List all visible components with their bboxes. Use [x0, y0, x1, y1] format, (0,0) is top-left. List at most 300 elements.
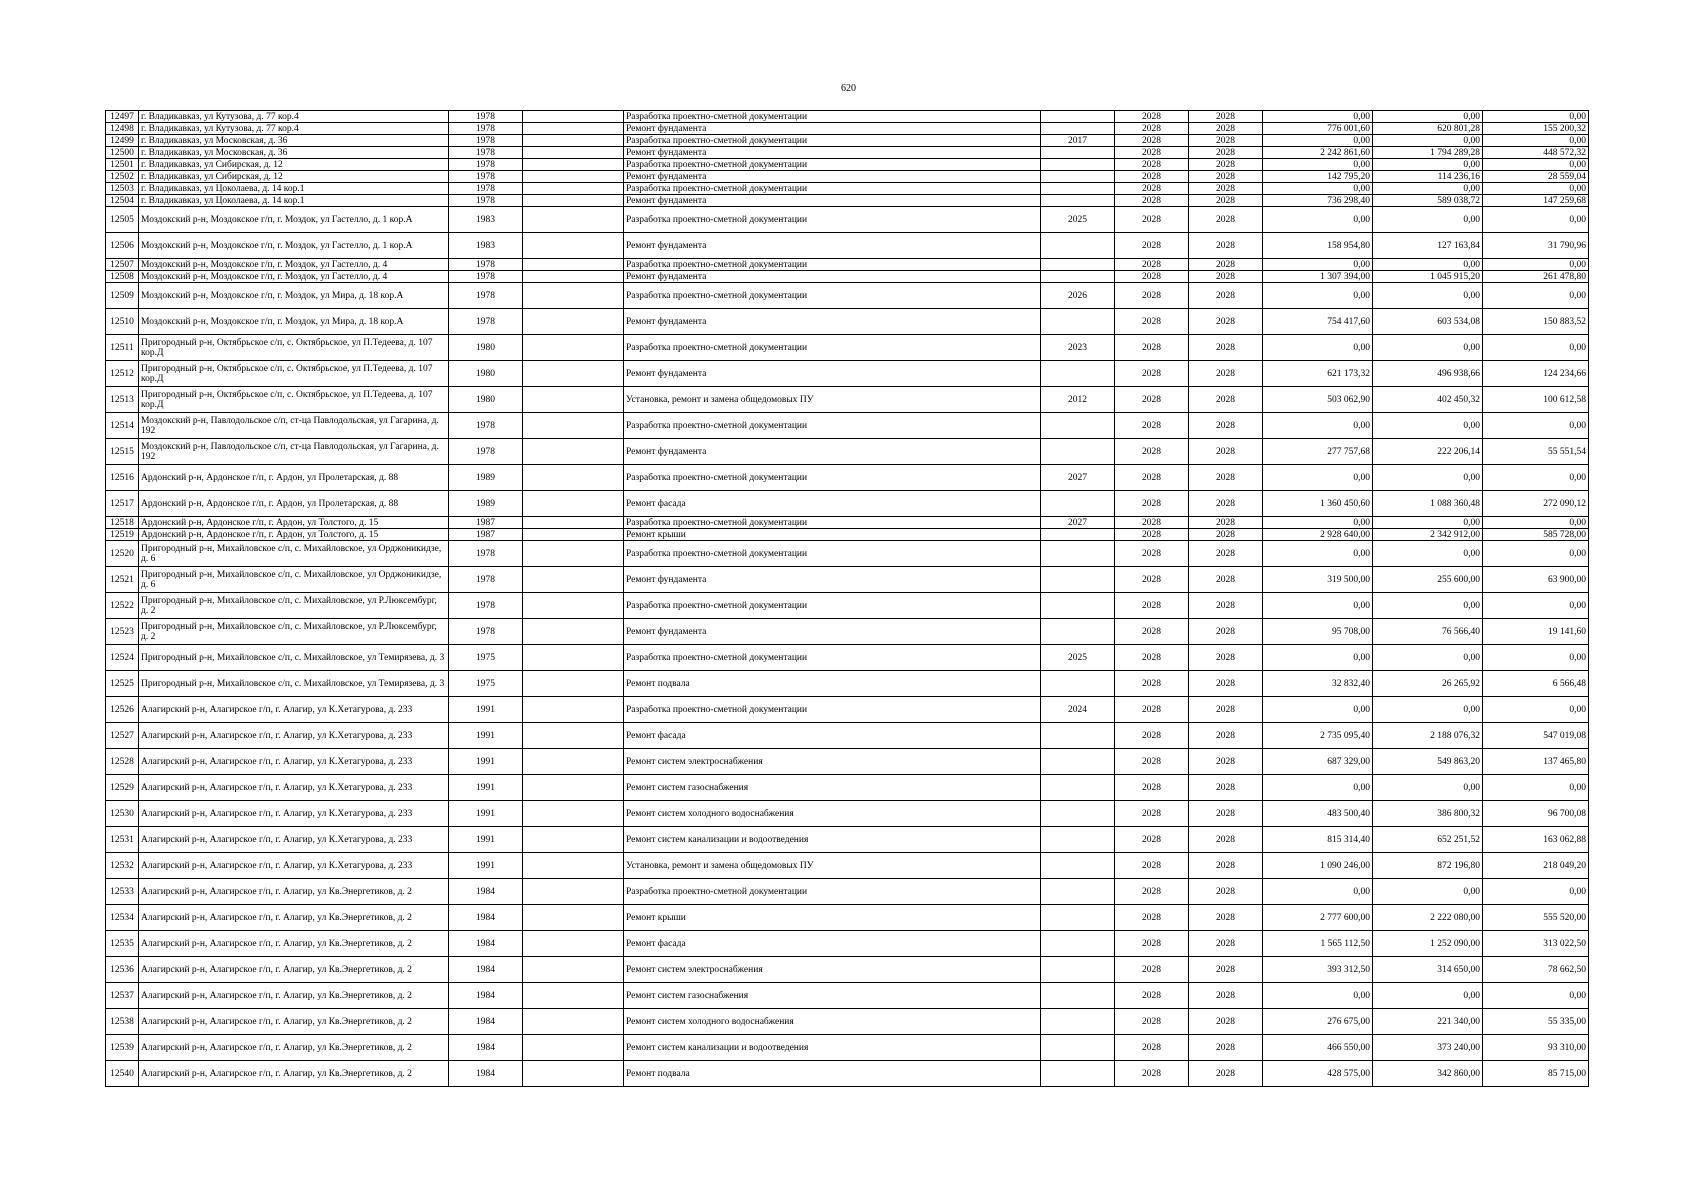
address-cell: Ардонский р-н, Ардонское г/п, г. Ардон, ул Пролетарская, д. 88: [139, 491, 449, 517]
plan-start-year-cell: 2028: [1115, 183, 1189, 195]
last-repair-year-cell: [1041, 593, 1115, 619]
other-cost-cell: 0,00: [1483, 983, 1589, 1009]
plan-start-year-cell: 2028: [1115, 931, 1189, 957]
plan-start-year-cell: 2028: [1115, 283, 1189, 309]
plan-end-year-cell: 2028: [1189, 439, 1263, 465]
row-number: 12507: [106, 259, 139, 271]
row-number: 12529: [106, 775, 139, 801]
other-cost-cell: 0,00: [1483, 283, 1589, 309]
build-year-cell: 1987: [449, 517, 523, 529]
empty-cell: [523, 749, 624, 775]
empty-cell: [523, 465, 624, 491]
fund-cost-cell: 0,00: [1373, 135, 1483, 147]
work-type-cell: Ремонт систем газоснабжения: [624, 983, 1041, 1009]
empty-cell: [523, 567, 624, 593]
work-type-cell: Ремонт подвала: [624, 1061, 1041, 1087]
other-cost-cell: 261 478,80: [1483, 271, 1589, 283]
other-cost-cell: 0,00: [1483, 259, 1589, 271]
last-repair-year-cell: [1041, 1035, 1115, 1061]
build-year-cell: 1984: [449, 1061, 523, 1087]
build-year-cell: 1975: [449, 671, 523, 697]
row-number: 12514: [106, 413, 139, 439]
other-cost-cell: 55 335,00: [1483, 1009, 1589, 1035]
plan-end-year-cell: 2028: [1189, 465, 1263, 491]
build-year-cell: 1975: [449, 645, 523, 671]
total-cost-cell: 483 500,40: [1263, 801, 1373, 827]
plan-start-year-cell: 2028: [1115, 827, 1189, 853]
address-cell: Алагирский р-н, Алагирское г/п, г. Алагир, ул Кв.Энергетиков, д. 2: [139, 1061, 449, 1087]
fund-cost-cell: 0,00: [1373, 593, 1483, 619]
row-number: 12525: [106, 671, 139, 697]
plan-start-year-cell: 2028: [1115, 645, 1189, 671]
table-row: [106, 135, 1589, 147]
address-cell: Моздокский р-н, Павлодольское с/п, ст-ца Павлодольская, ул Гагарина, д. 192: [139, 413, 449, 439]
total-cost-cell: 466 550,00: [1263, 1035, 1373, 1061]
address-cell: Ардонский р-н, Ардонское г/п, г. Ардон, ул Пролетарская, д. 88: [139, 465, 449, 491]
plan-end-year-cell: 2028: [1189, 1035, 1263, 1061]
table-row: [106, 335, 1589, 361]
work-type-cell: Разработка проектно-сметной документации: [624, 335, 1041, 361]
plan-start-year-cell: 2028: [1115, 195, 1189, 207]
fund-cost-cell: 1 045 915,20: [1373, 271, 1483, 283]
row-number: 12524: [106, 645, 139, 671]
build-year-cell: 1978: [449, 619, 523, 645]
table-row: [106, 259, 1589, 271]
build-year-cell: 1978: [449, 183, 523, 195]
plan-start-year-cell: 2028: [1115, 983, 1189, 1009]
total-cost-cell: 32 832,40: [1263, 671, 1373, 697]
row-number: 12532: [106, 853, 139, 879]
row-number: 12499: [106, 135, 139, 147]
fund-cost-cell: 0,00: [1373, 259, 1483, 271]
other-cost-cell: 100 612,58: [1483, 387, 1589, 413]
other-cost-cell: 0,00: [1483, 517, 1589, 529]
work-type-cell: Установка, ремонт и замена общедомовых ПУ: [624, 853, 1041, 879]
work-type-cell: Ремонт крыши: [624, 529, 1041, 541]
total-cost-cell: 687 329,00: [1263, 749, 1373, 775]
capital-repair-table: [105, 110, 1589, 1087]
address-cell: г. Владикавказ, ул Кутузова, д. 77 кор.4: [139, 111, 449, 123]
build-year-cell: 1978: [449, 439, 523, 465]
plan-start-year-cell: 2028: [1115, 1035, 1189, 1061]
empty-cell: [523, 271, 624, 283]
total-cost-cell: 776 001,60: [1263, 123, 1373, 135]
total-cost-cell: 1 565 112,50: [1263, 931, 1373, 957]
last-repair-year-cell: [1041, 147, 1115, 159]
build-year-cell: 1980: [449, 335, 523, 361]
plan-end-year-cell: 2028: [1189, 195, 1263, 207]
last-repair-year-cell: 2012: [1041, 387, 1115, 413]
row-number: 12513: [106, 387, 139, 413]
row-number: 12517: [106, 491, 139, 517]
fund-cost-cell: 652 251,52: [1373, 827, 1483, 853]
row-number: 12527: [106, 723, 139, 749]
work-type-cell: Ремонт фундамента: [624, 233, 1041, 259]
table-row: [106, 957, 1589, 983]
build-year-cell: 1978: [449, 159, 523, 171]
last-repair-year-cell: [1041, 529, 1115, 541]
other-cost-cell: 28 559,04: [1483, 171, 1589, 183]
plan-end-year-cell: 2028: [1189, 879, 1263, 905]
other-cost-cell: 31 790,96: [1483, 233, 1589, 259]
fund-cost-cell: 314 650,00: [1373, 957, 1483, 983]
build-year-cell: 1978: [449, 271, 523, 283]
empty-cell: [523, 387, 624, 413]
other-cost-cell: 0,00: [1483, 879, 1589, 905]
work-type-cell: Ремонт систем электроснабжения: [624, 957, 1041, 983]
other-cost-cell: 0,00: [1483, 593, 1589, 619]
address-cell: Алагирский р-н, Алагирское г/п, г. Алагир, ул Кв.Энергетиков, д. 2: [139, 879, 449, 905]
fund-cost-cell: 496 938,66: [1373, 361, 1483, 387]
address-cell: Алагирский р-н, Алагирское г/п, г. Алагир, ул К.Хетагурова, д. 233: [139, 749, 449, 775]
total-cost-cell: 503 062,90: [1263, 387, 1373, 413]
total-cost-cell: 95 708,00: [1263, 619, 1373, 645]
last-repair-year-cell: [1041, 183, 1115, 195]
address-cell: Ардонский р-н, Ардонское г/п, г. Ардон, ул Толстого, д. 15: [139, 517, 449, 529]
table-row: [106, 905, 1589, 931]
fund-cost-cell: 26 265,92: [1373, 671, 1483, 697]
address-cell: Алагирский р-н, Алагирское г/п, г. Алагир, ул К.Хетагурова, д. 233: [139, 723, 449, 749]
table-row: [106, 207, 1589, 233]
last-repair-year-cell: [1041, 159, 1115, 171]
total-cost-cell: 0,00: [1263, 775, 1373, 801]
table-row: [106, 749, 1589, 775]
plan-end-year-cell: 2028: [1189, 111, 1263, 123]
address-cell: Алагирский р-н, Алагирское г/п, г. Алагир, ул Кв.Энергетиков, д. 2: [139, 1035, 449, 1061]
address-cell: Пригородный р-н, Октябрьское с/п, с. Октябрьское, ул П.Тедеева, д. 107 кор.Д: [139, 361, 449, 387]
plan-start-year-cell: 2028: [1115, 147, 1189, 159]
plan-end-year-cell: 2028: [1189, 283, 1263, 309]
fund-cost-cell: 342 860,00: [1373, 1061, 1483, 1087]
row-number: 12540: [106, 1061, 139, 1087]
build-year-cell: 1980: [449, 387, 523, 413]
fund-cost-cell: 0,00: [1373, 983, 1483, 1009]
work-type-cell: Ремонт подвала: [624, 671, 1041, 697]
row-number: 12528: [106, 749, 139, 775]
build-year-cell: 1991: [449, 749, 523, 775]
total-cost-cell: 0,00: [1263, 413, 1373, 439]
plan-end-year-cell: 2028: [1189, 853, 1263, 879]
work-type-cell: Ремонт фундамента: [624, 147, 1041, 159]
build-year-cell: 1983: [449, 207, 523, 233]
build-year-cell: 1984: [449, 983, 523, 1009]
plan-start-year-cell: 2028: [1115, 697, 1189, 723]
table-row: [106, 801, 1589, 827]
fund-cost-cell: 0,00: [1373, 183, 1483, 195]
address-cell: Алагирский р-н, Алагирское г/п, г. Алагир, ул Кв.Энергетиков, д. 2: [139, 931, 449, 957]
empty-cell: [523, 233, 624, 259]
address-cell: Пригородный р-н, Михайловское с/п, с. Михайловское, ул Темирязева, д. 3: [139, 671, 449, 697]
work-type-cell: Разработка проектно-сметной документации: [624, 517, 1041, 529]
address-cell: Пригородный р-н, Михайловское с/п, с. Михайловское, ул Р.Люксембург, д. 2: [139, 593, 449, 619]
last-repair-year-cell: 2017: [1041, 135, 1115, 147]
build-year-cell: 1984: [449, 905, 523, 931]
fund-cost-cell: 589 038,72: [1373, 195, 1483, 207]
last-repair-year-cell: [1041, 853, 1115, 879]
plan-end-year-cell: 2028: [1189, 361, 1263, 387]
last-repair-year-cell: 2027: [1041, 465, 1115, 491]
address-cell: Моздокский р-н, Моздокское г/п, г. Моздок, ул Мира, д. 18 кор.А: [139, 309, 449, 335]
fund-cost-cell: 0,00: [1373, 335, 1483, 361]
total-cost-cell: 0,00: [1263, 593, 1373, 619]
plan-end-year-cell: 2028: [1189, 171, 1263, 183]
work-type-cell: Ремонт систем электроснабжения: [624, 749, 1041, 775]
table-row: [106, 465, 1589, 491]
build-year-cell: 1984: [449, 1009, 523, 1035]
empty-cell: [523, 491, 624, 517]
address-cell: Алагирский р-н, Алагирское г/п, г. Алагир, ул К.Хетагурова, д. 233: [139, 775, 449, 801]
empty-cell: [523, 619, 624, 645]
build-year-cell: 1978: [449, 111, 523, 123]
build-year-cell: 1978: [449, 541, 523, 567]
fund-cost-cell: 0,00: [1373, 413, 1483, 439]
last-repair-year-cell: [1041, 195, 1115, 207]
row-number: 12539: [106, 1035, 139, 1061]
row-number: 12521: [106, 567, 139, 593]
last-repair-year-cell: [1041, 123, 1115, 135]
table-row: [106, 413, 1589, 439]
other-cost-cell: 0,00: [1483, 465, 1589, 491]
plan-end-year-cell: 2028: [1189, 775, 1263, 801]
plan-end-year-cell: 2028: [1189, 517, 1263, 529]
empty-cell: [523, 879, 624, 905]
other-cost-cell: 218 049,20: [1483, 853, 1589, 879]
last-repair-year-cell: [1041, 271, 1115, 283]
plan-end-year-cell: 2028: [1189, 491, 1263, 517]
row-number: 12531: [106, 827, 139, 853]
plan-end-year-cell: 2028: [1189, 183, 1263, 195]
total-cost-cell: 158 954,80: [1263, 233, 1373, 259]
build-year-cell: 1978: [449, 413, 523, 439]
last-repair-year-cell: [1041, 931, 1115, 957]
plan-start-year-cell: 2028: [1115, 905, 1189, 931]
plan-start-year-cell: 2028: [1115, 801, 1189, 827]
plan-start-year-cell: 2028: [1115, 1061, 1189, 1087]
other-cost-cell: 547 019,08: [1483, 723, 1589, 749]
last-repair-year-cell: [1041, 309, 1115, 335]
fund-cost-cell: 1 088 360,48: [1373, 491, 1483, 517]
total-cost-cell: 0,00: [1263, 645, 1373, 671]
last-repair-year-cell: 2024: [1041, 697, 1115, 723]
build-year-cell: 1991: [449, 723, 523, 749]
work-type-cell: Ремонт фундамента: [624, 619, 1041, 645]
address-cell: Алагирский р-н, Алагирское г/п, г. Алагир, ул Кв.Энергетиков, д. 2: [139, 957, 449, 983]
plan-end-year-cell: 2028: [1189, 645, 1263, 671]
plan-start-year-cell: 2028: [1115, 491, 1189, 517]
fund-cost-cell: 221 340,00: [1373, 1009, 1483, 1035]
table-row: [106, 645, 1589, 671]
fund-cost-cell: 373 240,00: [1373, 1035, 1483, 1061]
address-cell: Пригородный р-н, Михайловское с/п, с. Михайловское, ул Р.Люксембург, д. 2: [139, 619, 449, 645]
row-number: 12510: [106, 309, 139, 335]
empty-cell: [523, 413, 624, 439]
last-repair-year-cell: 2026: [1041, 283, 1115, 309]
other-cost-cell: 150 883,52: [1483, 309, 1589, 335]
total-cost-cell: 0,00: [1263, 183, 1373, 195]
last-repair-year-cell: [1041, 905, 1115, 931]
row-number: 12505: [106, 207, 139, 233]
table-row: [106, 567, 1589, 593]
row-number: 12498: [106, 123, 139, 135]
work-type-cell: Ремонт фундамента: [624, 567, 1041, 593]
row-number: 12503: [106, 183, 139, 195]
work-type-cell: Ремонт систем канализации и водоотведения: [624, 1035, 1041, 1061]
empty-cell: [523, 111, 624, 123]
address-cell: Пригородный р-н, Михайловское с/п, с. Михайловское, ул Орджоникидзе, д. 6: [139, 541, 449, 567]
last-repair-year-cell: [1041, 1009, 1115, 1035]
empty-cell: [523, 957, 624, 983]
address-cell: Алагирский р-н, Алагирское г/п, г. Алагир, ул К.Хетагурова, д. 233: [139, 827, 449, 853]
row-number: 12511: [106, 335, 139, 361]
empty-cell: [523, 439, 624, 465]
empty-cell: [523, 697, 624, 723]
build-year-cell: 1984: [449, 931, 523, 957]
build-year-cell: 1978: [449, 593, 523, 619]
other-cost-cell: 93 310,00: [1483, 1035, 1589, 1061]
last-repair-year-cell: [1041, 619, 1115, 645]
address-cell: Ардонский р-н, Ардонское г/п, г. Ардон, ул Толстого, д. 15: [139, 529, 449, 541]
address-cell: г. Владикавказ, ул Сибирская, д. 12: [139, 171, 449, 183]
plan-end-year-cell: 2028: [1189, 983, 1263, 1009]
row-number: 12500: [106, 147, 139, 159]
row-number: 12515: [106, 439, 139, 465]
empty-cell: [523, 207, 624, 233]
row-number: 12497: [106, 111, 139, 123]
other-cost-cell: 85 715,00: [1483, 1061, 1589, 1087]
address-cell: Алагирский р-н, Алагирское г/п, г. Алагир, ул К.Хетагурова, д. 233: [139, 853, 449, 879]
other-cost-cell: 155 200,32: [1483, 123, 1589, 135]
total-cost-cell: 736 298,40: [1263, 195, 1373, 207]
work-type-cell: Ремонт фундамента: [624, 439, 1041, 465]
last-repair-year-cell: 2025: [1041, 207, 1115, 233]
plan-start-year-cell: 2028: [1115, 387, 1189, 413]
row-number: 12512: [106, 361, 139, 387]
table-row: [106, 827, 1589, 853]
build-year-cell: 1978: [449, 567, 523, 593]
table-row: [106, 195, 1589, 207]
fund-cost-cell: 0,00: [1373, 159, 1483, 171]
fund-cost-cell: 2 188 076,32: [1373, 723, 1483, 749]
fund-cost-cell: 549 863,20: [1373, 749, 1483, 775]
work-type-cell: Разработка проектно-сметной документации: [624, 111, 1041, 123]
build-year-cell: 1980: [449, 361, 523, 387]
empty-cell: [523, 283, 624, 309]
plan-start-year-cell: 2028: [1115, 853, 1189, 879]
fund-cost-cell: 0,00: [1373, 879, 1483, 905]
plan-end-year-cell: 2028: [1189, 529, 1263, 541]
fund-cost-cell: 127 163,84: [1373, 233, 1483, 259]
build-year-cell: 1991: [449, 827, 523, 853]
empty-cell: [523, 931, 624, 957]
address-cell: Алагирский р-н, Алагирское г/п, г. Алагир, ул К.Хетагурова, д. 233: [139, 801, 449, 827]
last-repair-year-cell: [1041, 879, 1115, 905]
table-row: [106, 387, 1589, 413]
table-row: [106, 619, 1589, 645]
total-cost-cell: 0,00: [1263, 879, 1373, 905]
build-year-cell: 1978: [449, 259, 523, 271]
plan-start-year-cell: 2028: [1115, 723, 1189, 749]
page-number: 620: [841, 83, 856, 94]
plan-start-year-cell: 2028: [1115, 439, 1189, 465]
address-cell: Пригородный р-н, Октябрьское с/п, с. Октябрьское, ул П.Тедеева, д. 107 кор.Д: [139, 387, 449, 413]
fund-cost-cell: 0,00: [1373, 517, 1483, 529]
empty-cell: [523, 517, 624, 529]
build-year-cell: 1989: [449, 465, 523, 491]
total-cost-cell: 1 090 246,00: [1263, 853, 1373, 879]
fund-cost-cell: 2 342 912,00: [1373, 529, 1483, 541]
table-row: [106, 697, 1589, 723]
plan-end-year-cell: 2028: [1189, 749, 1263, 775]
table-row: [106, 183, 1589, 195]
plan-start-year-cell: 2028: [1115, 749, 1189, 775]
last-repair-year-cell: [1041, 233, 1115, 259]
build-year-cell: 1984: [449, 879, 523, 905]
other-cost-cell: 0,00: [1483, 335, 1589, 361]
fund-cost-cell: 603 534,08: [1373, 309, 1483, 335]
address-cell: г. Владикавказ, ул Цоколаева, д. 14 кор.1: [139, 183, 449, 195]
build-year-cell: 1978: [449, 195, 523, 207]
other-cost-cell: 555 520,00: [1483, 905, 1589, 931]
empty-cell: [523, 135, 624, 147]
empty-cell: [523, 645, 624, 671]
last-repair-year-cell: [1041, 827, 1115, 853]
plan-end-year-cell: 2028: [1189, 567, 1263, 593]
total-cost-cell: 393 312,50: [1263, 957, 1373, 983]
other-cost-cell: 0,00: [1483, 111, 1589, 123]
plan-end-year-cell: 2028: [1189, 207, 1263, 233]
other-cost-cell: 0,00: [1483, 413, 1589, 439]
fund-cost-cell: 2 222 080,00: [1373, 905, 1483, 931]
address-cell: Пригородный р-н, Михайловское с/п, с. Михайловское, ул Орджоникидзе, д. 6: [139, 567, 449, 593]
plan-start-year-cell: 2028: [1115, 207, 1189, 233]
build-year-cell: 1991: [449, 801, 523, 827]
build-year-cell: 1987: [449, 529, 523, 541]
fund-cost-cell: 620 801,28: [1373, 123, 1483, 135]
table-row: [106, 309, 1589, 335]
plan-end-year-cell: 2028: [1189, 335, 1263, 361]
other-cost-cell: 0,00: [1483, 541, 1589, 567]
total-cost-cell: 1 360 450,60: [1263, 491, 1373, 517]
table-row: [106, 111, 1589, 123]
empty-cell: [523, 123, 624, 135]
empty-cell: [523, 723, 624, 749]
plan-end-year-cell: 2028: [1189, 801, 1263, 827]
work-type-cell: Ремонт систем холодного водоснабжения: [624, 801, 1041, 827]
plan-end-year-cell: 2028: [1189, 259, 1263, 271]
build-year-cell: 1991: [449, 853, 523, 879]
plan-end-year-cell: 2028: [1189, 135, 1263, 147]
last-repair-year-cell: [1041, 983, 1115, 1009]
row-number: 12535: [106, 931, 139, 957]
work-type-cell: Установка, ремонт и замена общедомовых ПУ: [624, 387, 1041, 413]
total-cost-cell: 0,00: [1263, 111, 1373, 123]
address-cell: Алагирский р-н, Алагирское г/п, г. Алагир, ул Кв.Энергетиков, д. 2: [139, 905, 449, 931]
empty-cell: [523, 1035, 624, 1061]
last-repair-year-cell: [1041, 749, 1115, 775]
empty-cell: [523, 853, 624, 879]
address-cell: г. Владикавказ, ул Сибирская, д. 12: [139, 159, 449, 171]
plan-end-year-cell: 2028: [1189, 309, 1263, 335]
empty-cell: [523, 905, 624, 931]
table-row: [106, 879, 1589, 905]
plan-end-year-cell: 2028: [1189, 671, 1263, 697]
address-cell: г. Владикавказ, ул Кутузова, д. 77 кор.4: [139, 123, 449, 135]
last-repair-year-cell: [1041, 439, 1115, 465]
address-cell: Моздокский р-н, Моздокское г/п, г. Моздок, ул Гастелло, д. 4: [139, 259, 449, 271]
plan-start-year-cell: 2028: [1115, 271, 1189, 283]
plan-start-year-cell: 2028: [1115, 111, 1189, 123]
build-year-cell: 1991: [449, 775, 523, 801]
